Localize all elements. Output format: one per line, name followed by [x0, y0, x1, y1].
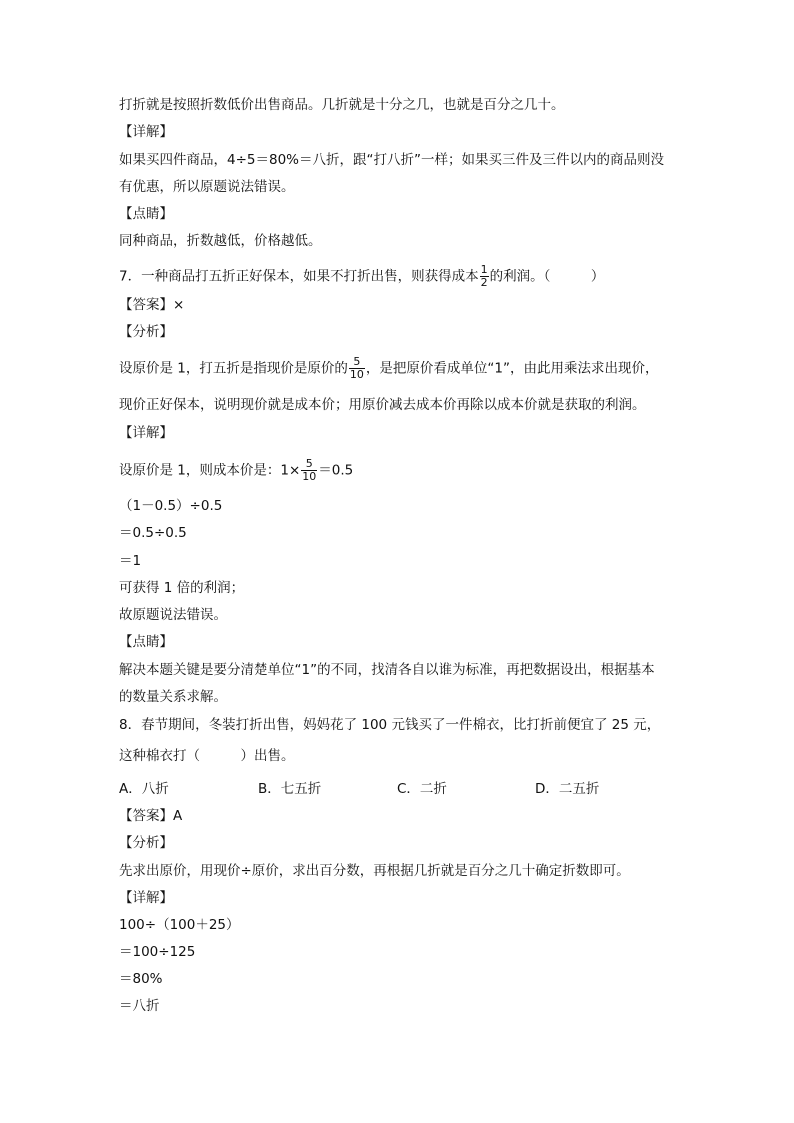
fraction-denominator: 10: [302, 470, 317, 483]
question-text: 这种棉衣打（ ）出售。: [119, 748, 295, 764]
option-b: B．七五折: [258, 781, 322, 797]
section-heading-note: 【点睛】: [119, 634, 173, 650]
text-line: 故原题说法错误。: [119, 607, 227, 623]
section-heading-note: 【点睛】: [119, 206, 173, 222]
answer-line: 【答案】×: [119, 297, 185, 313]
text-line: [119, 458, 353, 483]
equation-line: ＝1: [119, 553, 142, 569]
text-line: 先求出原价，用现价÷原价，求出百分数，再根据几折就是百分之几十确定折数即可。: [119, 863, 630, 879]
section-heading-detail: 【详解】: [119, 425, 173, 441]
fraction-denominator: 10: [349, 368, 364, 381]
fraction-numerator: 5: [301, 458, 317, 471]
section-heading-analysis: 【分析】: [119, 324, 173, 340]
section-heading-detail: 【详解】: [119, 124, 173, 140]
text-line: 可获得 1 倍的利润；: [119, 580, 245, 596]
equation-line: ＝80%: [119, 971, 163, 987]
question-7: [119, 264, 604, 289]
fraction-five-tenths: [349, 356, 365, 381]
equation-line: ＝100÷125: [119, 944, 196, 960]
equation-line: （1－0.5）÷0.5: [119, 498, 223, 514]
answer-line: 【答案】A: [119, 808, 183, 824]
text-line: 同种商品，折数越低，价格越低。: [119, 233, 322, 249]
text-line: [119, 356, 658, 381]
question-text: 的利润。（ ）: [489, 268, 605, 285]
text-line: 有优惠，所以原题说法错误。: [119, 179, 295, 195]
section-heading-detail: 【详解】: [119, 890, 173, 906]
fraction-five-tenths: [301, 458, 317, 483]
text-segment: ＝0.5: [318, 462, 354, 479]
text-segment: 设原价是 1，打五折是指现价是原价的: [119, 360, 348, 377]
fraction-denominator: 2: [480, 276, 488, 289]
option-a: A．八折: [119, 781, 169, 797]
question-text: 7．一种商品打五折正好保本，如果不打折出售，则获得成本: [119, 268, 479, 285]
equation-line: 100÷（100＋25）: [119, 917, 240, 933]
text-line: 解决本题关键是要分清楚单位“1”的不同，找清各自以谁为标准，再把数据设出，根据基本: [119, 662, 655, 678]
equation-line: ＝0.5÷0.5: [119, 525, 187, 541]
text-line: 的数量关系求解。: [119, 689, 227, 705]
section-heading-analysis: 【分析】: [119, 835, 173, 851]
text-segment: ，是把原价看成单位“1”，由此用乘法求出现价，: [365, 360, 659, 377]
text-line: 打折就是按照折数低价出售商品。几折就是十分之几，也就是百分之几十。: [119, 97, 565, 113]
text-line: 现价正好保本，说明现价就是成本价；用原价减去成本价再除以成本价就是获取的利润。: [119, 397, 646, 413]
question-8: 8．春节期间，冬装打折出售，妈妈花了 100 元钱买了一件棉衣，比打折前便宜了 25 元，: [119, 717, 661, 733]
fraction-one-half: [480, 264, 489, 289]
text-segment: 设原价是 1，则成本价是：1×: [119, 462, 301, 479]
option-d: D．二五折: [535, 781, 600, 797]
option-c: C．二折: [397, 781, 447, 797]
text-line: 如果买四件商品，4÷5＝80%＝八折，跟“打八折”一样；如果买三件及三件以内的商品则没: [119, 152, 664, 168]
fraction-numerator: 5: [349, 356, 365, 369]
equation-line: ＝八折: [119, 998, 160, 1014]
fraction-numerator: 1: [480, 263, 488, 276]
